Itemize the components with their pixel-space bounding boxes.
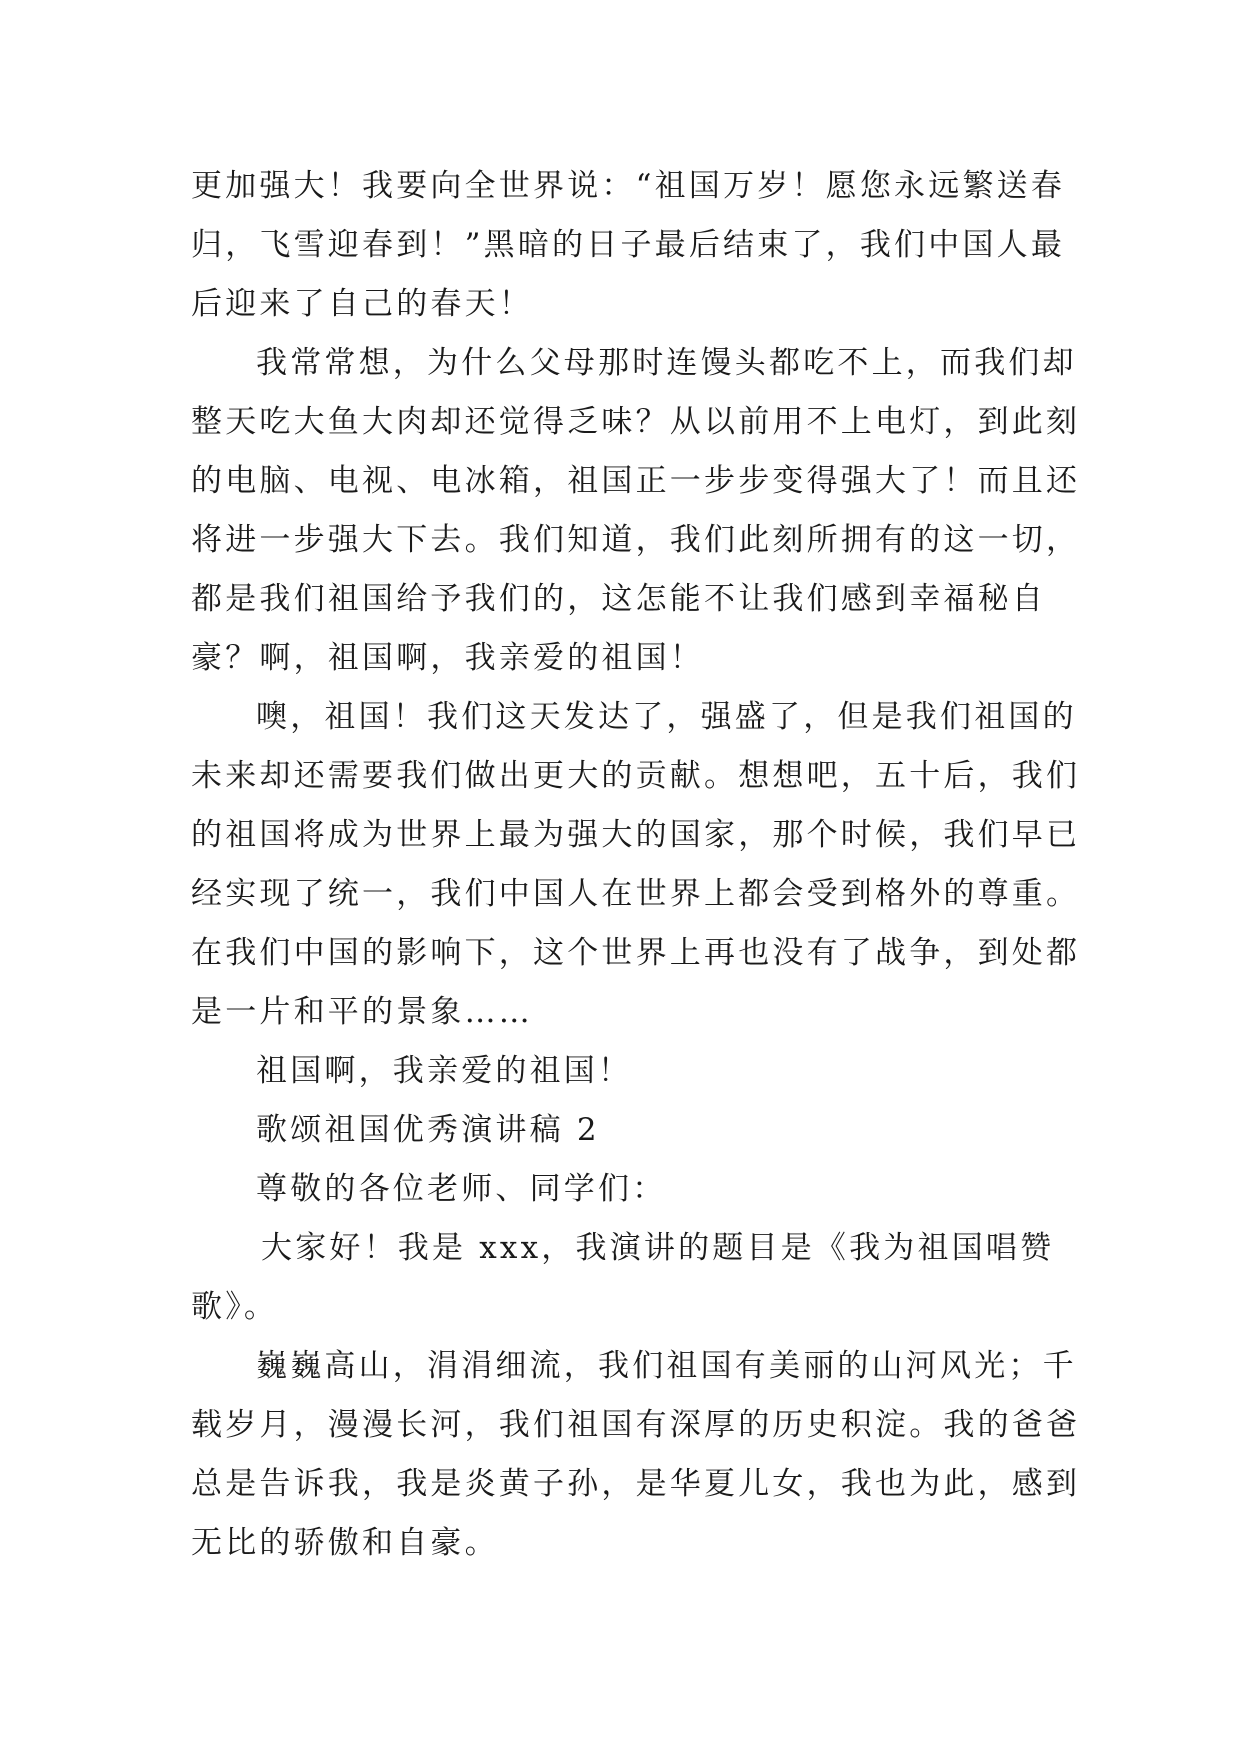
text-line: 无比的骄傲和自豪。 bbox=[191, 1525, 499, 1561]
text-line: 经实现了统一，我们中国人在世界上都会受到格外的尊重。 bbox=[191, 876, 1081, 912]
paragraph-start-line: 噢，祖国！我们这天发达了，强盛了，但是我们祖国的 bbox=[256, 699, 1077, 735]
text-line: 载岁月，漫漫长河，我们祖国有深厚的历史积淀。我的爸爸 bbox=[191, 1407, 1081, 1443]
document-body bbox=[191, 157, 1081, 1573]
salutation-line: 尊敬的各位老师、同学们： bbox=[256, 1171, 667, 1207]
text-line: 豪？啊，祖国啊，我亲爱的祖国！ bbox=[191, 640, 704, 676]
text-line: 都是我们祖国给予我们的，这怎能不让我们感到幸福秘自 bbox=[191, 581, 1046, 617]
paragraph-start-line: 大家好！我是 xxx，我演讲的题目是《我为祖国唱赞 bbox=[261, 1230, 1055, 1266]
text-line: 未来却还需要我们做出更大的贡献。想想吧，五十后，我们 bbox=[191, 758, 1081, 794]
text-line: 的电脑、电视、电冰箱，祖国正一步步变得强大了！而且还 bbox=[191, 463, 1081, 499]
text-line: 整天吃大鱼大肉却还觉得乏味？从以前用不上电灯，到此刻 bbox=[191, 404, 1081, 440]
section-heading: 歌颂祖国优秀演讲稿 2 bbox=[256, 1112, 600, 1148]
paragraph-start-line: 巍巍高山，涓涓细流，我们祖国有美丽的山河风光；千 bbox=[256, 1348, 1077, 1384]
text-line: 是一片和平的景象…… bbox=[191, 994, 533, 1030]
text-line: 的祖国将成为世界上最为强大的国家，那个时候，我们早已 bbox=[191, 817, 1081, 853]
text-line: 总是告诉我，我是炎黄子孙，是华夏儿女，我也为此，感到 bbox=[191, 1466, 1081, 1502]
text-line: 歌》。 bbox=[191, 1289, 279, 1325]
text-line: 将进一步强大下去。我们知道，我们此刻所拥有的这一切， bbox=[191, 522, 1081, 558]
paragraph-start-line: 我常常想，为什么父母那时连馒头都吃不上，而我们却 bbox=[256, 345, 1077, 381]
paragraph-start-line: 祖国啊，我亲爱的祖国！ bbox=[256, 1053, 633, 1089]
text-line: 归，飞雪迎春到！”黑暗的日子最后结束了，我们中国人最 bbox=[191, 227, 1066, 263]
text-line: 更加强大！我要向全世界说：“祖国万岁！愿您永远繁送春 bbox=[191, 168, 1066, 204]
text-line: 在我们中国的影响下，这个世界上再也没有了战争，到处都 bbox=[191, 935, 1081, 971]
text-line: 后迎来了自己的春天！ bbox=[191, 286, 533, 322]
